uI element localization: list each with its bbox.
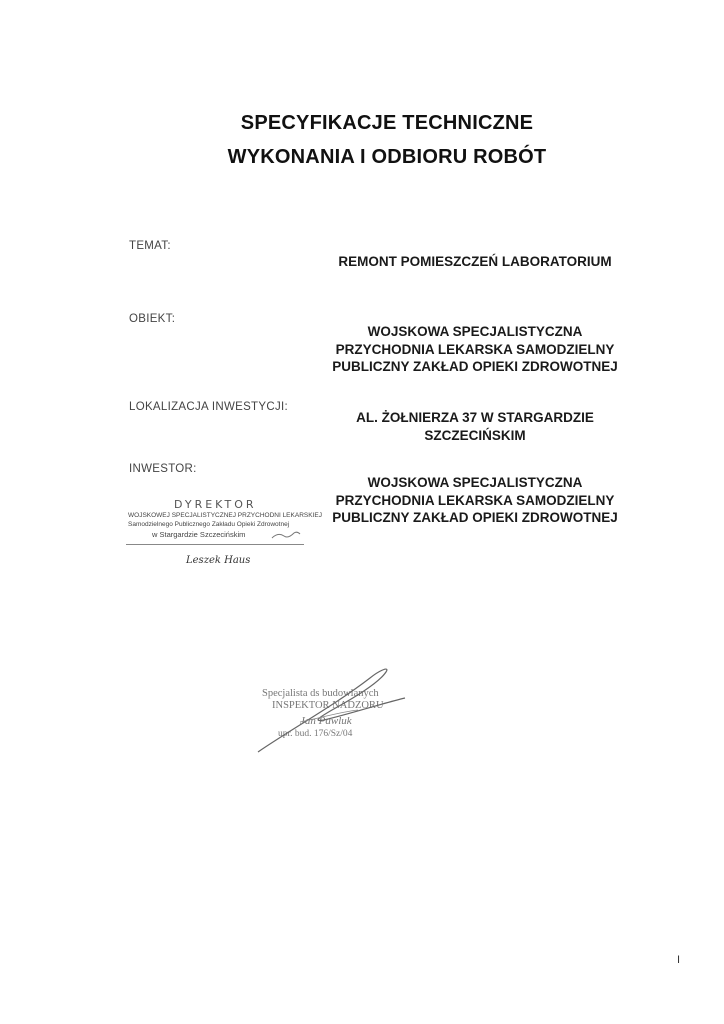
director-name: Leszek Haus [186,555,251,566]
stamp-line: Samodzielnego Publicznego Zakładu Opieki Zdrowotnej [128,521,290,528]
obiekt-label: OBIEKT: [129,313,176,325]
lokalizacja-value-line: SZCZECIŃSKIM [424,427,526,443]
document-title-line1: SPECYFIKACJE TECHNICZNE [240,112,534,134]
lokalizacja-label: LOKALIZACJA INWESTYCJI: [129,401,288,413]
director-stamp [122,498,322,550]
inspector-stamp-line: Jan Pawluk [300,715,352,727]
lokalizacja-value [310,409,640,444]
obiekt-value-line: PRZYCHODNIA LEKARSKA SAMODZIELNY [335,341,615,357]
lokalizacja-value-line: AL. ŻOŁNIERZA 37 W STARGARDZIE [356,410,594,425]
stamp-line: w Stargardzie Szczecińskim [152,530,246,539]
inwestor-label: INWESTOR: [129,463,197,475]
page-mark: I [677,954,681,966]
document-title-line2: WYKONANIA I ODBIORU ROBÓT [227,146,547,168]
director-signature-mark [122,498,312,550]
temat-value [310,253,640,271]
obiekt-value [310,323,640,376]
obiekt-value-line: WOJSKOWA SPECJALISTYCZNA [367,324,583,339]
inspector-signature [240,660,440,770]
stamp-title: DYREKTOR [174,498,257,511]
inspector-stamp-line: Specjalista ds budowlanych [262,688,379,699]
stamp-line: WOJSKOWEJ SPECJALISTYCZNEJ PRZYCHODNI LEKARSKIEJ [128,512,322,519]
inspector-stamp-line: INSPEKTOR NADZORU [272,700,384,711]
inspector-stamp [240,660,440,770]
inwestor-value [310,474,640,527]
obiekt-value-line: PUBLICZNY ZAKŁAD OPIEKI ZDROWOTNEJ [332,359,618,374]
inspector-stamp-line: upr. bud. 176/Sz/04 [278,729,353,739]
inwestor-value-line: WOJSKOWA SPECJALISTYCZNA [367,475,583,490]
temat-label: TEMAT: [129,240,171,252]
temat-value-line: REMONT POMIESZCZEŃ LABORATORIUM [338,254,612,269]
inwestor-value-line: PRZYCHODNIA LEKARSKA SAMODZIELNY [335,492,615,508]
inwestor-value-line: PUBLICZNY ZAKŁAD OPIEKI ZDROWOTNEJ [332,510,618,525]
